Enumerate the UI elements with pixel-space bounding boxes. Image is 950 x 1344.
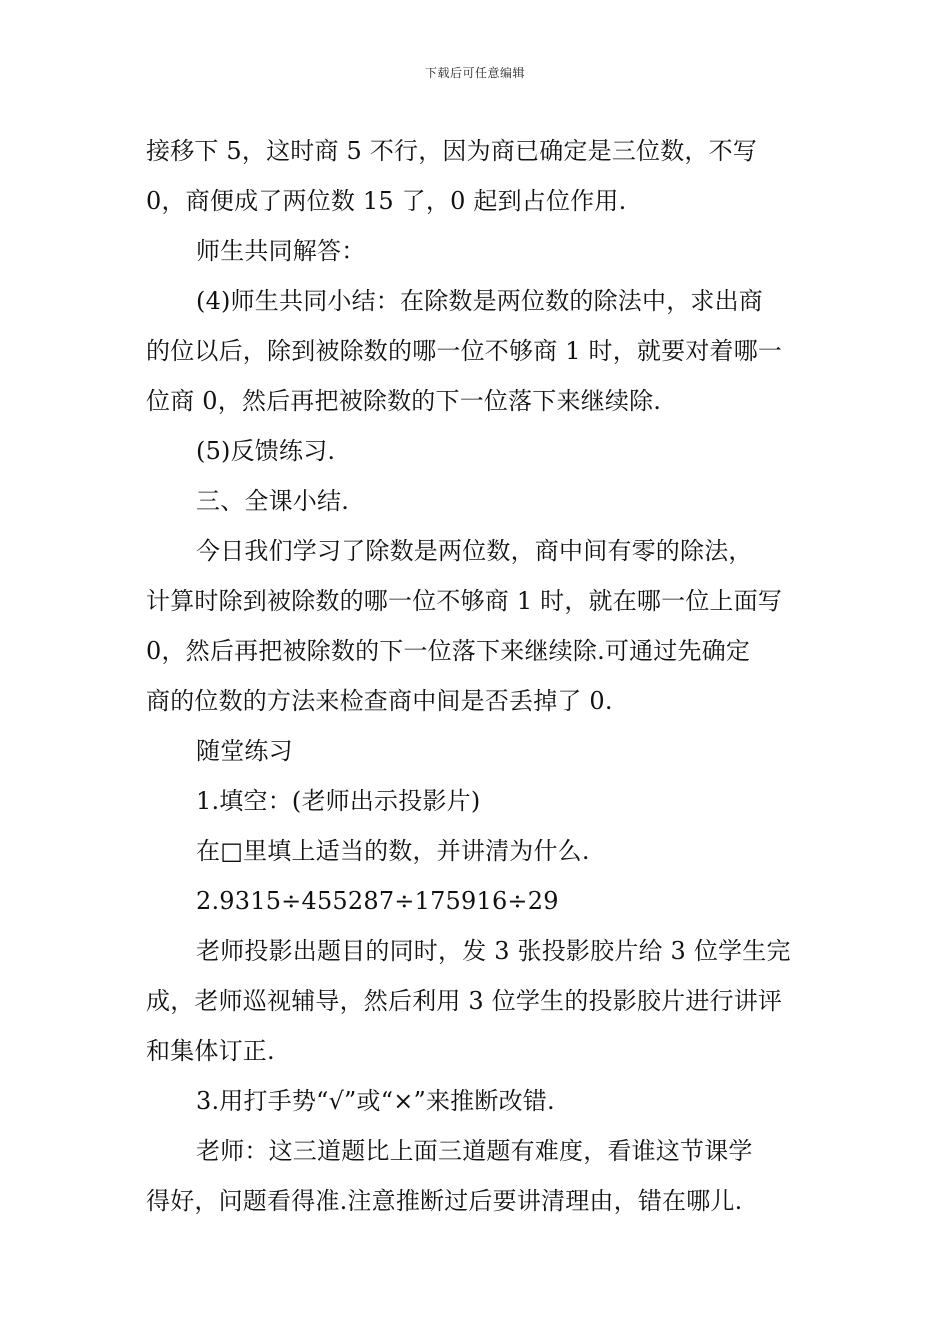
text-line: 成，老师巡视辅导，然后利用 3 位学生的投影胶片进行讲评 xyxy=(146,987,783,1015)
text-line: 位商 0，然后再把被除数的下一位落下来继续除. xyxy=(146,387,662,415)
text-line: 师生共同解答： xyxy=(196,237,366,265)
text-line: 3.用打手势“√”或“×”来推断改错. xyxy=(196,1087,555,1115)
text-line: 商的位数的方法来检查商中间是否丢掉了 0. xyxy=(146,687,613,715)
text-line: 0，商便成了两位数 15 了，0 起到占位作用. xyxy=(146,187,627,215)
text-line: 三、全课小结. xyxy=(196,487,350,515)
text-line: 得好，问题看得准.注意推断过后要讲清理由，错在哪儿. xyxy=(146,1187,743,1215)
text-line: 0，然后再把被除数的下一位落下来继续除.可通过先确定 xyxy=(146,637,751,665)
text-line: (5)反馈练习. xyxy=(196,437,336,465)
text-line: 老师投影出题目的同时，发 3 张投影胶片给 3 位学生完 xyxy=(196,937,791,965)
document-body xyxy=(146,126,808,1226)
text-line: 1.填空：(老师出示投影片) xyxy=(196,787,481,815)
text-line: 在□里填上适当的数，并讲清为什么. xyxy=(196,837,590,865)
text-line: 今日我们学习了除数是两位数，商中间有零的除法， xyxy=(196,537,753,565)
text-line: 2.9315÷455287÷175916÷29 xyxy=(196,887,559,915)
text-line: 计算时除到被除数的哪一位不够商 1 时，就在哪一位上面写 xyxy=(146,587,783,615)
text-line: (4)师生共同小结：在除数是两位数的除法中，求出商 xyxy=(196,287,763,315)
text-line: 随堂练习 xyxy=(196,737,293,765)
page-header: 下载后可任意编辑 xyxy=(424,66,525,80)
text-line: 接移下 5，这时商 5 不行，因为商已确定是三位数，不写 xyxy=(146,137,758,165)
text-line: 和集体订正. xyxy=(146,1037,275,1065)
text-line: 的位以后，除到被除数的哪一位不够商 1 时，就要对着哪一 xyxy=(146,337,783,365)
text-line: 老师：这三道题比上面三道题有难度，看谁这节课学 xyxy=(196,1137,753,1165)
